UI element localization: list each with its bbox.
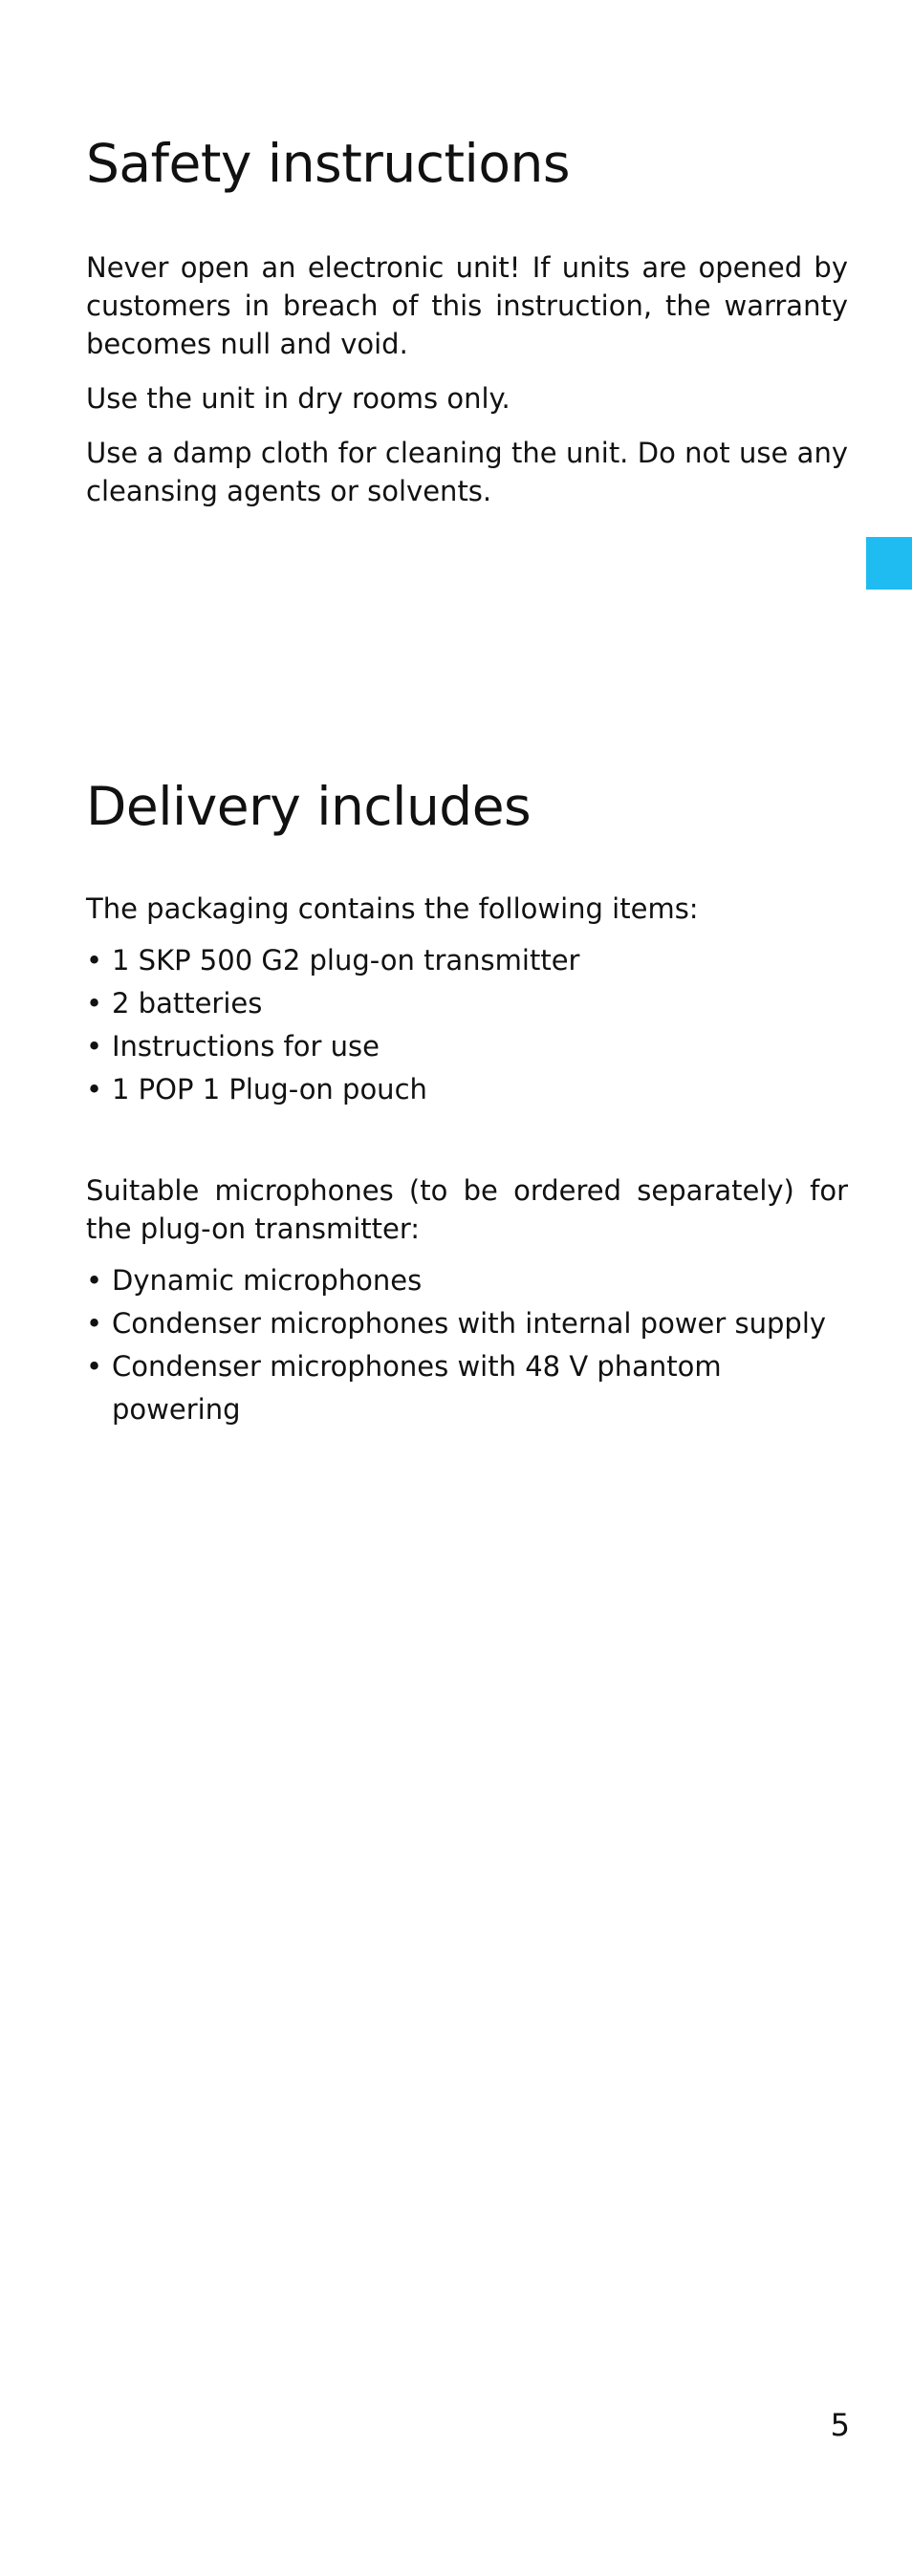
bullet-icon: • [86, 1264, 103, 1298]
list-item [86, 1259, 848, 1302]
list-item-text: Dynamic microphones [112, 1264, 423, 1298]
microphones-list [86, 1259, 848, 1431]
bullet-icon: • [86, 1350, 103, 1384]
safety-paragraph: Use the unit in dry rooms only. [86, 382, 510, 416]
bullet-icon: • [86, 1073, 103, 1106]
bullet-icon: • [86, 1030, 103, 1063]
microphones-intro: Suitable microphones (to be ordered separately) for the plug-on transmitter: [86, 1174, 848, 1246]
safety-paragraph: Never open an electronic unit! If units are opened by customers in breach of this instruction, the warranty becomes null and void. [86, 251, 848, 361]
delivery-section [86, 777, 848, 1431]
safety-paragraph: Use a damp cloth for cleaning the unit. Do not use any cleansing agents or solvents. [86, 437, 848, 508]
list-item-text: 1 SKP 500 G2 plug-on transmitter [112, 944, 580, 977]
list-item-text: Condenser microphones with internal power supply [112, 1307, 827, 1341]
section-tab-marker [866, 537, 912, 590]
bullet-icon: • [86, 944, 103, 977]
bullet-icon: • [86, 1307, 103, 1341]
list-item [86, 1345, 848, 1431]
list-item [86, 1068, 848, 1111]
delivery-items-list [86, 939, 848, 1111]
list-item-text: 1 POP 1 Plug-on pouch [112, 1073, 427, 1106]
delivery-intro: The packaging contains the following items: [86, 892, 699, 926]
safety-heading: Safety instructions [86, 133, 570, 194]
page-number: 5 [830, 2407, 850, 2443]
list-item [86, 1302, 848, 1345]
list-item-text: Instructions for use [112, 1030, 380, 1063]
list-item [86, 939, 848, 982]
bullet-icon: • [86, 987, 103, 1020]
delivery-heading: Delivery includes [86, 776, 532, 837]
list-item [86, 982, 848, 1025]
list-item [86, 1025, 848, 1068]
list-item-text: Condenser microphones with 48 V phantom powering [112, 1350, 722, 1427]
safety-section [86, 134, 848, 510]
list-item-text: 2 batteries [112, 987, 263, 1020]
